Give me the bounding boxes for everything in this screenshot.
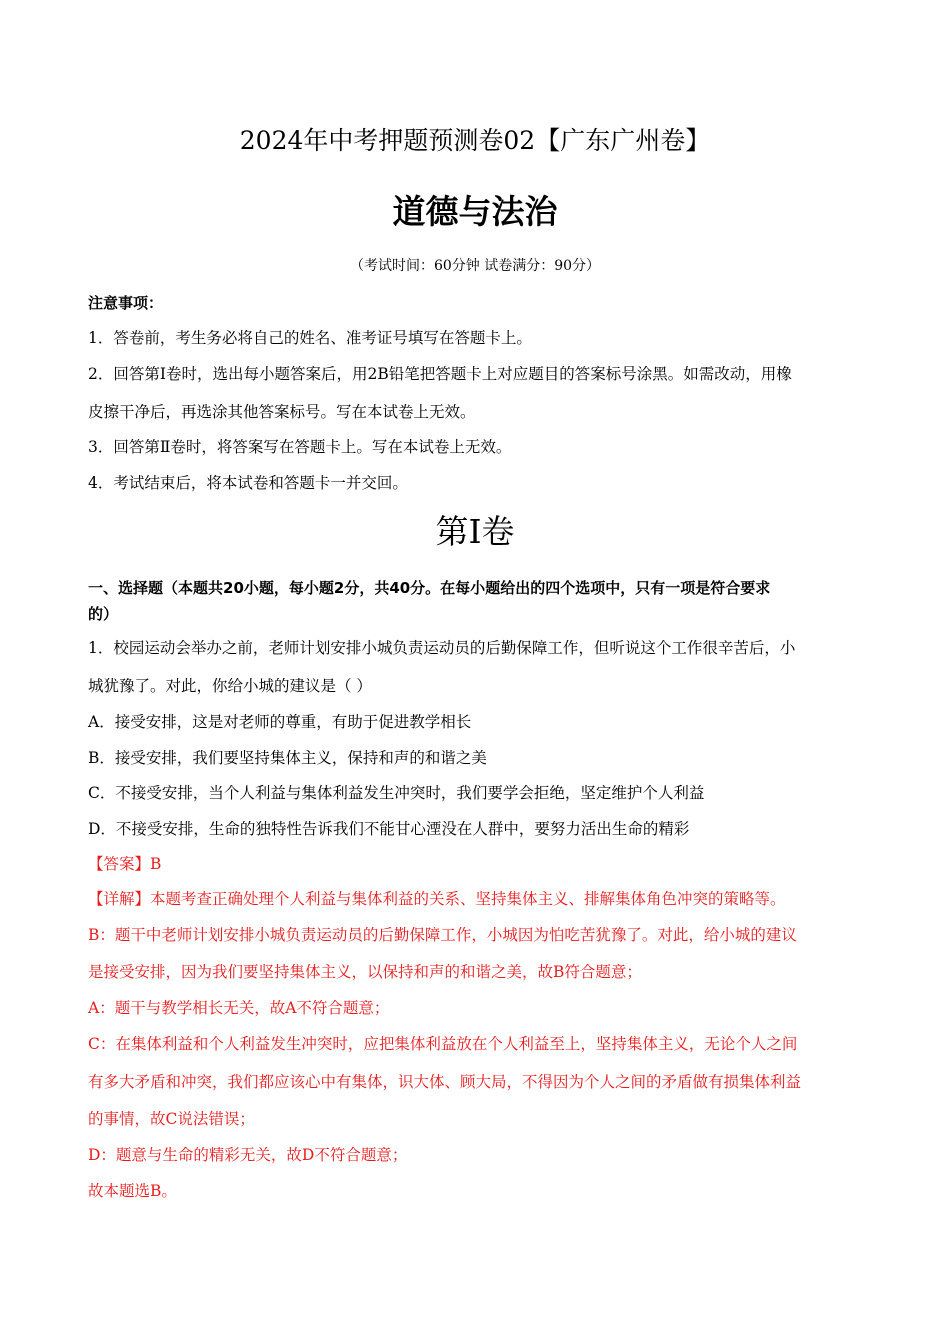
volume-title: 第Ⅰ卷 (435, 512, 515, 551)
note-item: 2．回答第Ⅰ卷时，选出每小题答案后，用2B铅笔把答题卡上对应题目的答案标号涂黑。如需改动，用橡 (88, 365, 792, 383)
note-item: 1．答卷前，考生务必将自己的姓名、准考证号填写在答题卡上。 (88, 329, 532, 347)
option-b: B．接受安排，我们要坚持集体主义，保持和声的和谐之美 (88, 749, 487, 767)
note-item: 皮擦干净后，再选涂其他答案标号。写在本试卷上无效。 (88, 403, 476, 421)
explanation-line: C：在集体利益和个人利益发生冲突时，应把集体利益放在个人利益至上，坚持集体主义，无论个人之间 (88, 1035, 798, 1053)
explanation-line: A：题干与教学相长无关，故A不符合题意； (88, 999, 390, 1017)
answer-line: 【答案】B (88, 855, 162, 873)
explanation-line: 的事情，故C说法错误； (88, 1110, 255, 1128)
option-d: D．不接受安排，生命的独特性告诉我们不能甘心湮没在人群中，要努力活出生命的精彩 (88, 820, 690, 838)
explanation-line: 有多大矛盾和冲突，我们都应该心中有集体，识大体、顾大局，不得因为个人之间的矛盾做有损集体利益 (88, 1073, 802, 1091)
explanation-line: 【详解】本题考查正确处理个人利益与集体利益的关系、坚持集体主义、排解集体角色冲突的策略等。 (88, 890, 786, 908)
question-stem: 1．校园运动会举办之前，老师计划安排小城负责运动员的后勤保障工作，但听说这个工作很辛苦后，小 (88, 639, 796, 657)
notes-heading: 注意事项： (88, 294, 164, 312)
exam-title: 2024年中考押题预测卷02【广东广州卷】 (239, 126, 711, 155)
note-item: 3．回答第Ⅱ卷时，将答案写在答题卡上。写在本试卷上无效。 (88, 438, 512, 456)
explanation-line: D：题意与生命的精彩无关，故D不符合题意； (88, 1146, 408, 1164)
subject-title: 道德与法治 (392, 192, 558, 231)
exam-meta: （考试时间：60分钟 试卷满分：90分） (349, 258, 601, 274)
explanation-line: B：题干中老师计划安排小城负责运动员的后勤保障工作，小城因为怕吃苦犹豫了。对此，给小城的建议 (88, 926, 797, 944)
question-stem-cont: 城犹豫了。对此，你给小城的建议是（ ） (88, 677, 372, 695)
option-a: A．接受安排，这是对老师的尊重，有助于促进教学相长 (88, 713, 472, 731)
section-heading: 一、选择题（本题共20小题，每小题2分，共40分。在每小题给出的四个选项中，只有一项是符合要求 (88, 579, 771, 597)
option-c: C．不接受安排，当个人利益与集体利益发生冲突时，我们要学会拒绝，坚定维护个人利益 (88, 784, 705, 802)
explanation-line: 故本题选B。 (88, 1182, 177, 1200)
section-heading-cont: 的） (88, 605, 119, 623)
note-item: 4．考试结束后，将本试卷和答题卡一并交回。 (88, 474, 408, 492)
explanation-line: 是接受安排，因为我们要坚持集体主义，以保持和声的和谐之美，故B符合题意； (88, 963, 642, 981)
